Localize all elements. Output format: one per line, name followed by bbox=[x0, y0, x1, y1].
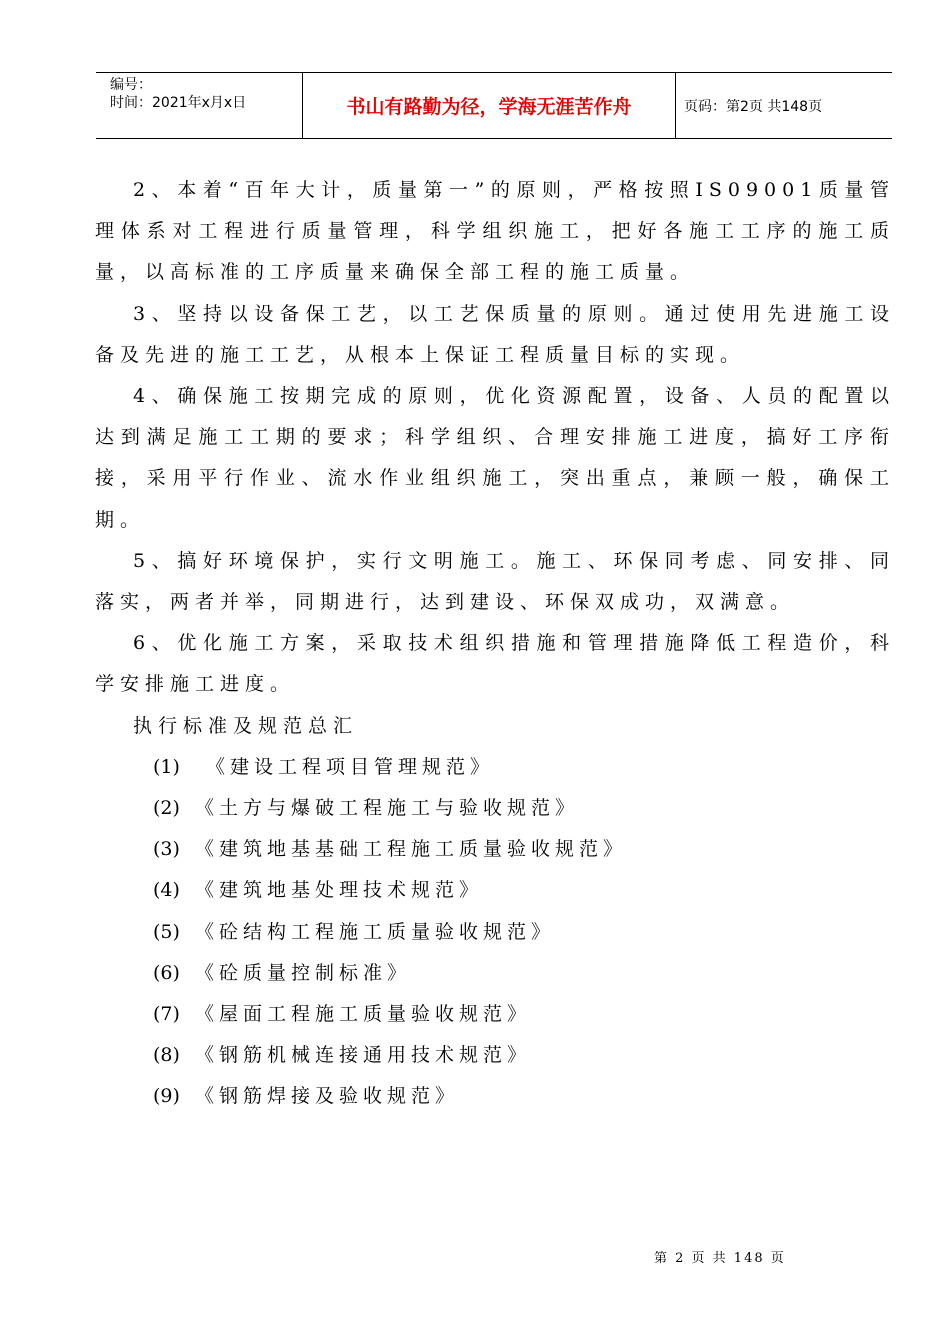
list-item bbox=[95, 953, 895, 994]
list-item-number: (9) bbox=[153, 1085, 180, 1108]
header-motto: 书山有路勤为径，学海无涯苦作舟 bbox=[303, 73, 676, 138]
list-item-text: 《土方与爆破工程施工与验收规范》 bbox=[195, 797, 580, 820]
list-item-text: 《建筑地基处理技术规范》 bbox=[195, 879, 484, 902]
list-item bbox=[95, 1076, 895, 1117]
paragraph: 4、确保施工按期完成的原则，优化资源配置，设备、人员的配置以达到满足施工工期的要求；科学组织、合理安排施工进度，搞好工序衔接，采用平行作业、流水作业组织施工，突出重点，兼顾一般，确保工期。 bbox=[95, 385, 895, 531]
list-item-text: 《建筑地基基础工程施工质量验收规范》 bbox=[195, 838, 628, 861]
serial-label: 编号： bbox=[110, 77, 152, 93]
list-item bbox=[95, 1035, 895, 1076]
paragraph: 2、本着“百年大计，质量第一”的原则，严格按照IS09001质量管理体系对工程进行质量管理，科学组织施工，把好各施工工序的施工质量，以高标准的工序质量来确保全部工程的施工质量。 bbox=[95, 179, 895, 284]
list-item-number: (7) bbox=[153, 1003, 180, 1026]
list-item bbox=[95, 788, 895, 829]
list-item bbox=[95, 829, 895, 870]
list-item bbox=[95, 912, 895, 953]
paragraph: 6、优化施工方案，采取技术组织措施和管理措施降低工程造价，科学安排施工进度。 bbox=[95, 632, 895, 696]
document-body bbox=[95, 170, 895, 1118]
list-item bbox=[95, 994, 895, 1035]
page-footer: 第 2 页 共 148 页 bbox=[654, 1251, 786, 1266]
list-item-text: 《钢筋焊接及验收规范》 bbox=[195, 1085, 460, 1108]
header-page-info: 页码：第2页 共148页 bbox=[684, 98, 823, 115]
paragraph: 3、坚持以设备保工艺，以工艺保质量的原则。通过使用先进施工设备及先进的施工工艺，从根本上保证工程质量目标的实现。 bbox=[95, 302, 895, 366]
list-item-text: 《砼结构工程施工质量验收规范》 bbox=[195, 920, 556, 943]
list-item-text: 《建设工程项目管理规范》 bbox=[195, 755, 495, 778]
list-item-number: (4) bbox=[153, 879, 180, 902]
header-meta-cell bbox=[96, 73, 303, 138]
list-item-number: (1) bbox=[153, 755, 180, 778]
list-item-number: (2) bbox=[153, 797, 180, 820]
page-header bbox=[96, 72, 892, 139]
list-item-text: 《砼质量控制标准》 bbox=[195, 961, 412, 984]
list-item-number: (3) bbox=[153, 838, 180, 861]
time-label: 时间：2021年x月x日 bbox=[110, 95, 247, 111]
list-item-text: 《屋面工程施工质量验收规范》 bbox=[195, 1003, 532, 1026]
list-item-text: 《钢筋机械连接通用技术规范》 bbox=[195, 1044, 532, 1067]
list-item bbox=[95, 747, 895, 788]
paragraph: 5、搞好环境保护，实行文明施工。施工、环保同考虑、同安排、同落实，两者并举，同期进行，达到建设、环保双成功，双满意。 bbox=[95, 549, 895, 614]
section-heading: 执行标准及规范总汇 bbox=[133, 714, 359, 737]
list-item bbox=[95, 870, 895, 911]
list-item-number: (6) bbox=[153, 961, 180, 984]
list-item-number: (8) bbox=[153, 1044, 180, 1067]
list-item-number: (5) bbox=[153, 920, 180, 943]
